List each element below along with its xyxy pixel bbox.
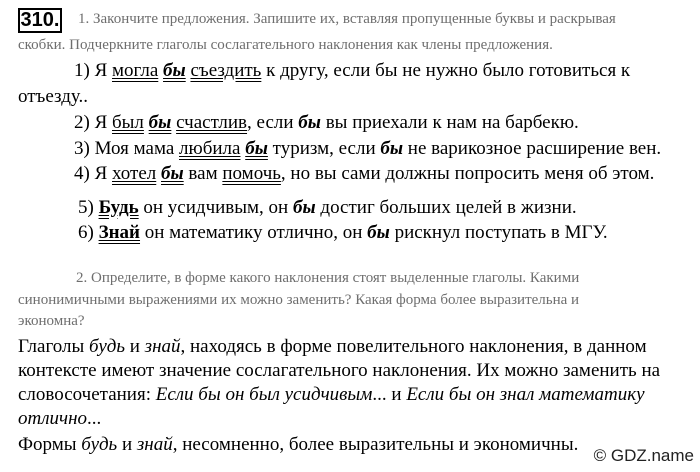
task2-line1: 2. Определите, в форме какого наклонения стоят выделенные глаголы. Какими	[76, 270, 580, 286]
answer-phrase-2-end: отлично	[18, 408, 87, 429]
exercise-number: 310.	[18, 8, 62, 33]
sentence-5-by: бы	[292, 197, 316, 218]
sentence-6-rest2: рискнул поступать в МГУ.	[389, 222, 608, 243]
sentence-3-particle: бы	[245, 138, 268, 159]
answer-text: Формы	[18, 434, 82, 455]
sentence-2-num: 2) Я	[74, 112, 112, 133]
answer-word-znai: знай	[136, 434, 173, 455]
sentence-2-particle: бы	[148, 112, 172, 133]
answer-text: словосочетания:	[18, 384, 156, 405]
sentence-4-rest1: вам	[183, 163, 223, 184]
answer-text: и	[117, 434, 137, 455]
sentence-3-rest2: не варикозное расширение вен.	[403, 138, 662, 159]
answer-line2: контексте имеют значение сослагательного наклонения. Их можно заменить на	[18, 360, 661, 381]
sentence-1-rest: к другу, если бы не нужно было готовиться к	[261, 60, 631, 81]
sentence-5-rest1: он усидчивым, он	[138, 197, 293, 218]
watermark: © GDZ.name	[593, 446, 694, 465]
task1-line2: скобки. Подчеркните глаголы сослагательного наклонения как члены предложения.	[18, 37, 553, 53]
answer-word-bud: будь	[81, 434, 118, 455]
answer-word-znai: знай	[144, 336, 181, 357]
sentence-1-verb: могла	[112, 60, 159, 81]
sentence-1	[74, 60, 630, 82]
answer-line4	[18, 408, 101, 430]
sentence-6-num: 6)	[78, 222, 99, 243]
answer-line1	[18, 336, 647, 358]
answer-text: ... и	[372, 384, 407, 405]
answer-text: , несомненно, более выразительны и экономичны.	[172, 434, 579, 455]
answer-text: , находясь в форме повелительного наклонения, в данном	[180, 336, 647, 357]
sentence-2	[74, 112, 579, 134]
sentence-6-verb: Знай	[98, 222, 141, 243]
sentence-1-cont: отъезду..	[18, 86, 88, 107]
sentence-2-adj: счастлив	[176, 112, 248, 133]
answer-text: и	[125, 336, 145, 357]
sentence-2-rest1: , если	[247, 112, 299, 133]
answer-text: Глаголы	[18, 336, 90, 357]
answer-line5	[18, 434, 578, 456]
sentence-2-rest2: вы приехали к нам на барбекю.	[320, 112, 579, 133]
sentence-1-num: 1) Я	[74, 60, 112, 81]
sentence-5-rest2: достиг больших целей в жизни.	[315, 197, 577, 218]
sentence-3	[74, 138, 661, 160]
sentence-5-verb: Будь	[98, 197, 139, 218]
answer-word-bud: будь	[89, 336, 125, 357]
sentence-4-verb2: помочь	[222, 163, 281, 184]
sentence-6-by: бы	[367, 222, 390, 243]
sentence-3-by: бы	[380, 138, 404, 159]
sentence-4-rest2: , но вы сами должны попросить меня об этом.	[280, 163, 655, 184]
answer-phrase-1: Если бы он был усидчивым	[155, 384, 373, 405]
answer-phrase-2: Если бы он знал математику	[406, 384, 645, 405]
task2-line2: синонимичными выражениями их можно заменить? Какая форма более выразительна и	[18, 292, 580, 308]
sentence-6	[78, 222, 608, 244]
sentence-2-verb: был	[112, 112, 144, 133]
sentence-4-num: 4) Я	[74, 163, 112, 184]
sentence-1-verb2: съездить	[190, 60, 262, 81]
sentence-3-rest1: туризм, если	[267, 138, 381, 159]
task1-line1: 1. Закончите предложения. Запишите их, вставляя пропущенные буквы и раскрывая	[78, 11, 616, 27]
sentence-6-rest1: он математику отлично, он	[140, 222, 368, 243]
answer-line3	[18, 384, 645, 406]
sentence-4-particle: бы	[161, 163, 184, 184]
sentence-1-particle: бы	[163, 60, 186, 81]
sentence-3-verb: любила	[179, 138, 241, 159]
sentence-3-num: 3) Моя мама	[74, 138, 180, 159]
sentence-5	[78, 197, 577, 219]
sentence-2-by: бы	[298, 112, 321, 133]
sentence-4-verb: хотел	[112, 163, 157, 184]
sentence-4	[74, 163, 654, 185]
task2-line3: экономна?	[18, 313, 85, 329]
answer-text: ...	[87, 408, 102, 429]
sentence-5-num: 5)	[78, 197, 99, 218]
